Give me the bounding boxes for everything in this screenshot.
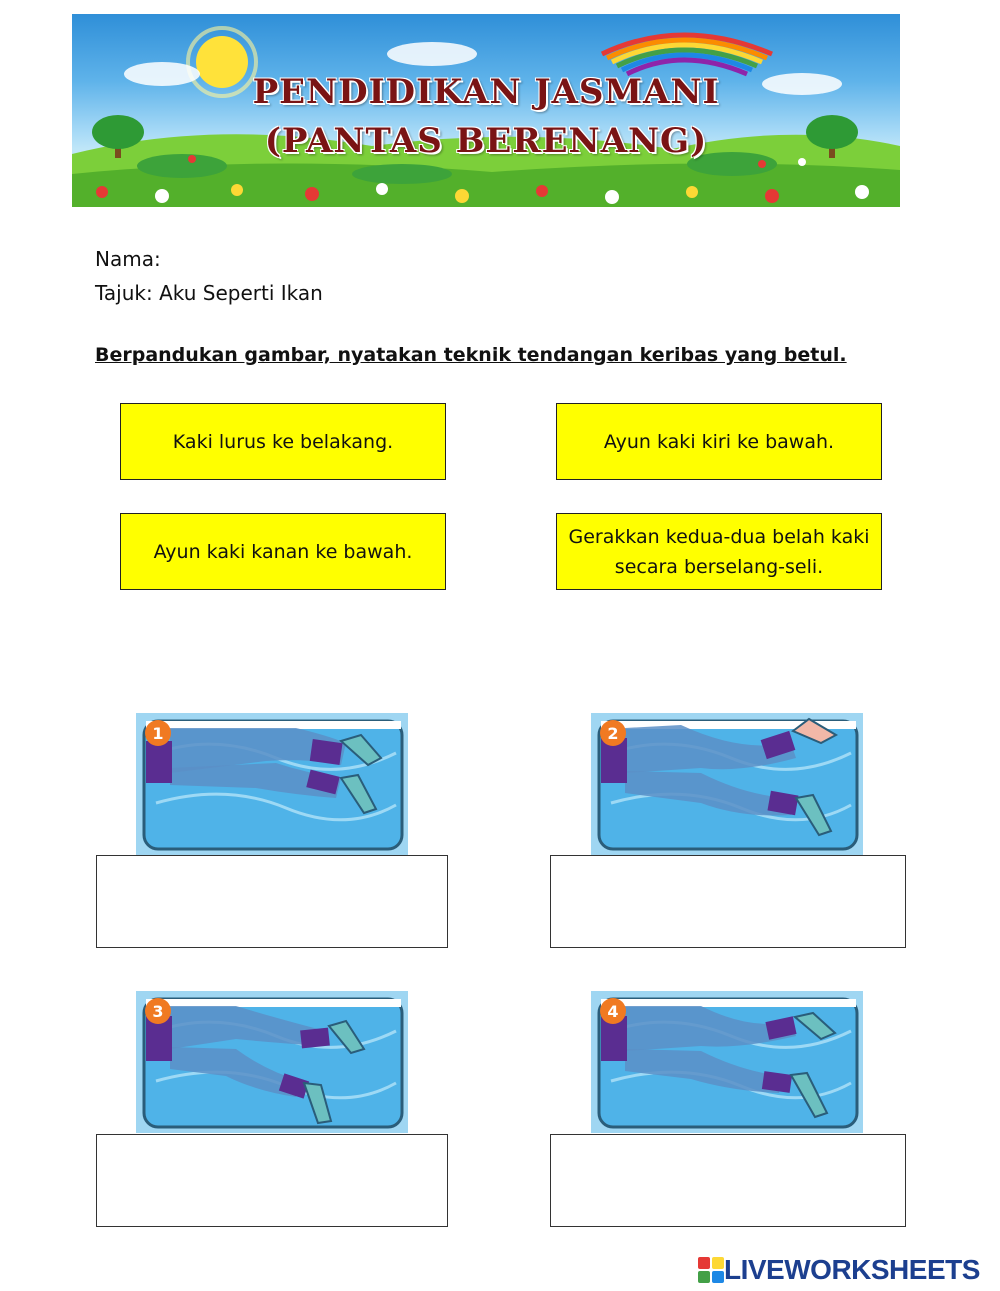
answer-box-1[interactable] <box>96 855 448 948</box>
picture-number: 3 <box>152 1002 164 1021</box>
picture-number: 2 <box>607 724 619 743</box>
rainbow-icon <box>602 35 772 74</box>
liveworksheets-brand <box>698 1254 980 1286</box>
banner-title-line1: PENDIDIKAN JASMANI <box>252 72 720 112</box>
answer-box-3[interactable] <box>96 1134 448 1227</box>
kick-image-3 <box>136 991 408 1133</box>
option-card-2[interactable]: Ayun kaki kiri ke bawah. <box>556 403 882 480</box>
option-card-1[interactable]: Kaki lurus ke belakang. <box>120 403 446 480</box>
kick-image-2 <box>591 713 863 855</box>
brand-text: LIVEWORKSHEETS <box>724 1254 980 1285</box>
liveworksheets-logo-icon <box>698 1257 724 1283</box>
kick-image-1 <box>136 713 408 855</box>
option-card-4[interactable]: Gerakkan kedua-dua belah kaki secara berselang-seli. <box>556 513 882 590</box>
banner-title-line2: (PANTAS BERENANG) <box>264 121 708 161</box>
answer-box-2[interactable] <box>550 855 906 948</box>
kick-image-4 <box>591 991 863 1133</box>
nama-label: Nama: <box>95 247 161 271</box>
instruction-text: Berpandukan gambar, nyatakan teknik tendangan keribas yang betul. <box>95 344 847 366</box>
answer-box-4[interactable] <box>550 1134 906 1227</box>
picture-number: 4 <box>607 1002 619 1021</box>
option-card-3[interactable]: Ayun kaki kanan ke bawah. <box>120 513 446 590</box>
tajuk-label: Tajuk: Aku Seperti Ikan <box>95 281 323 305</box>
header-banner <box>72 14 900 207</box>
picture-number: 1 <box>152 724 164 743</box>
